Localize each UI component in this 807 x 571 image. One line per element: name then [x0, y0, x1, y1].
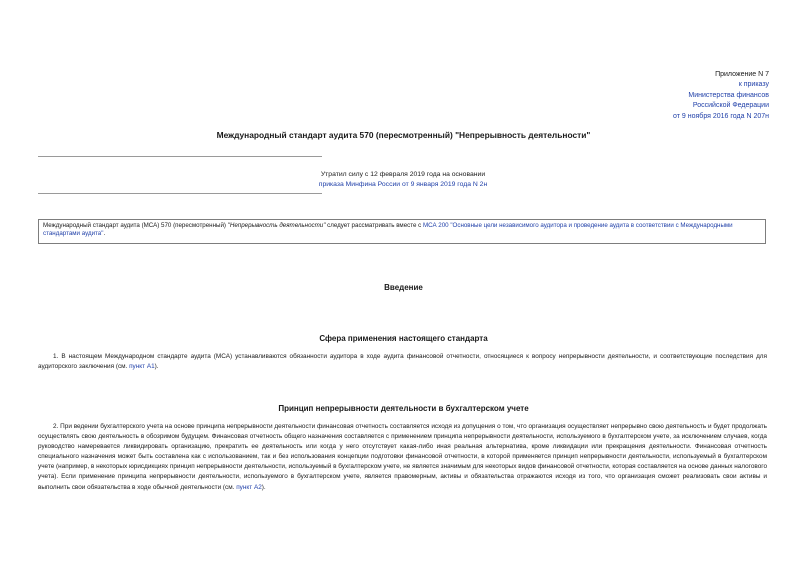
- point-a1-link[interactable]: пункт A1: [129, 363, 155, 371]
- note-text-before: Международный стандарт аудита (МСА) 570 (пересмотренный): [43, 222, 228, 229]
- lost-force-text: Утратил силу с 12 февраля 2019 года на основании: [320, 171, 486, 178]
- section-scope: Сфера применения настоящего стандарта: [319, 334, 488, 343]
- appendix-header: [673, 70, 769, 122]
- paragraph-2-text: 2. При ведении бухгалтерского учета на основе принципа непрерывности деятельности финансовая отчетность составляется исходя из допущения о том, что организация осуществляет непрерывно свою деятельность и будет продолжать осуществлять свою деятельность в обозримом будущем. Финансовая отчетность общего назначения составляется с применением принципа непрерывности деятельности, используемого в бухгалтерском учете, за исключением случаев, когда руководство намеревается ликвидировать организацию, прекратить ее деятельность или когда у него отсутствует какая-либо иная реальная альтернатива, кроме ликвидации или прекращения деятельности. Финансовая отчетность специального назначения может быть составлена как с использованием, так и без использования концепции подготовки финансовой отчетности, в которой применяется принцип непрерывности деятельности, используемый в бухгалтерском учете (например, в некоторых юрисдикциях принцип непрерывности деятельности, используемый в бухгалтерском учете, не является значимым для некоторых видов финансовой отчетности, которая составляется на основе данных налогового учета). Если применение принципа непрерывности деятельности, используемого в бухгалтерском учете, является правомерным, активы и обязательства отражаются исходя из того, что организация сможет реализовать свои активы и выполнить свои обязательства в ходе обычной деятельности (см.: [38, 423, 767, 491]
- note-box: [38, 219, 766, 244]
- paragraph-2-end: ).: [261, 483, 266, 491]
- paragraph-1: [38, 352, 767, 372]
- divider-bottom: [38, 193, 322, 194]
- section-going-concern: Принцип непрерывности деятельности в бухгалтерском учете: [278, 404, 529, 413]
- divider-top: [38, 156, 322, 157]
- repeal-order-link[interactable]: приказа Минфина России от 9 января 2019 года N 2н: [318, 181, 488, 189]
- appendix-number: Приложение N 7: [715, 71, 769, 78]
- appendix-ministry-link[interactable]: Министерства финансов: [688, 91, 769, 99]
- appendix-date-link[interactable]: от 9 ноября 2016 года N 207н: [673, 112, 769, 120]
- note-italic-title: "Непрерывность деятельности": [227, 222, 326, 229]
- note-text-after: .: [103, 230, 106, 238]
- lost-force-status: [290, 170, 516, 191]
- document-title: Международный стандарт аудита 570 (пересмотренный) "Непрерывность деятельности": [216, 130, 591, 140]
- note-text-middle: следует рассматривать вместе с: [325, 222, 423, 229]
- paragraph-2: [38, 422, 767, 493]
- isa-200-link[interactable]: МСА 200 "Основные цели независимого аудитора и проведение аудита в соответствии с Международными стандартами аудита": [43, 222, 733, 238]
- section-introduction: Введение: [384, 283, 423, 292]
- paragraph-1-end: ).: [154, 363, 159, 371]
- point-a2-link[interactable]: пункт A2: [236, 483, 262, 491]
- paragraph-1-text: 1. В настоящем Международном стандарте аудита (МСА) устанавливаются обязанности аудитора в ходе аудита финансовой отчетности, относящиеся к вопросу непрерывности деятельности, и соответствующие последствия для аудиторского заключения (см.: [38, 353, 767, 371]
- appendix-federation-link[interactable]: Российской Федерации: [692, 102, 769, 110]
- appendix-order-link[interactable]: к приказу: [738, 81, 769, 89]
